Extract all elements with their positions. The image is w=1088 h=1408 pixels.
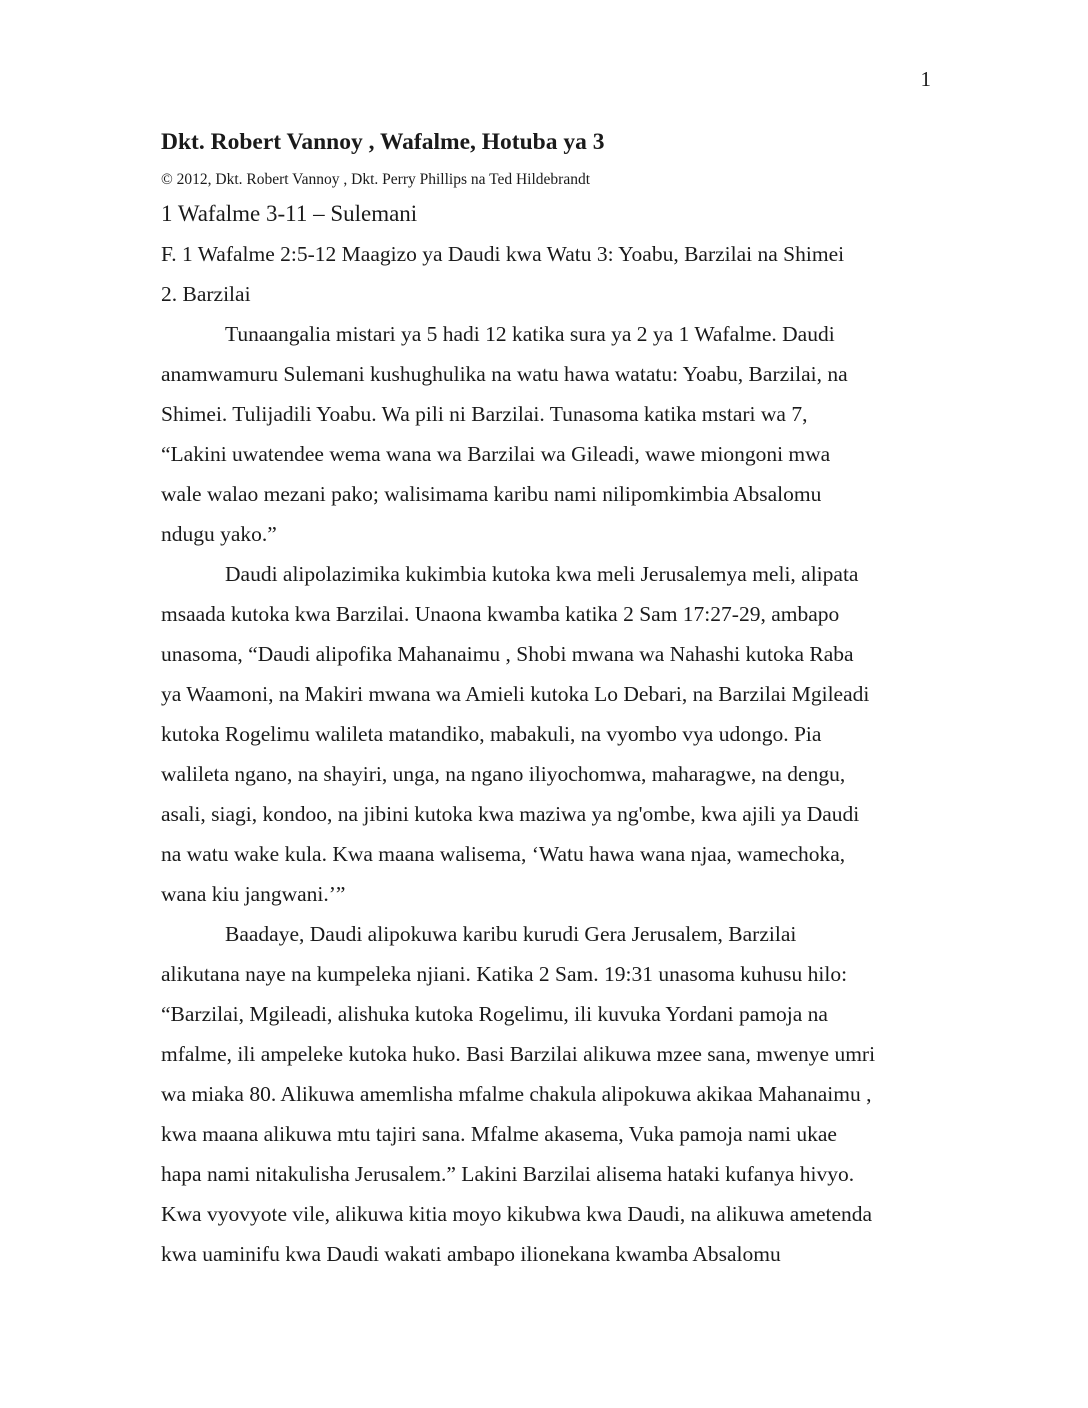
paragraph-line: wa miaka 80. Alikuwa amemlisha mfalme chakula alipokuwa akikaa Mahanaimu ,: [161, 1082, 872, 1106]
paragraph-line: wana kiu jangwani.’”: [161, 882, 346, 906]
paragraph-line: Shimei. Tulijadili Yoabu. Wa pili ni Barzilai. Tunasoma katika mstari wa 7,: [161, 402, 808, 426]
paragraph-line: Baadaye, Daudi alipokuwa karibu kurudi Gera Jerusalem, Barzilai: [225, 922, 797, 946]
paragraph-line: unasoma, “Daudi alipofika Mahanaimu , Shobi mwana wa Nahashi kutoka Raba: [161, 642, 854, 666]
paragraph-line: msaada kutoka kwa Barzilai. Unaona kwamba katika 2 Sam 17:27-29, ambapo: [161, 602, 840, 626]
paragraph-line: kutoka Rogelimu walileta matandiko, mabakuli, na vyombo vya udongo. Pia: [161, 722, 822, 746]
paragraph-line: Tunaangalia mistari ya 5 hadi 12 katika sura ya 2 ya 1 Wafalme. Daudi: [225, 322, 835, 346]
paragraph-line: ndugu yako.”: [161, 522, 277, 546]
section-heading: F. 1 Wafalme 2:5-12 Maagizo ya Daudi kwa Watu 3: Yoabu, Barzilai na Shimei: [161, 242, 845, 266]
paragraph-line: kwa maana alikuwa mtu tajiri sana. Mfalme akasema, Vuka pamoja nami ukae: [161, 1122, 837, 1146]
paragraph-line: ya Waamoni, na Makiri mwana wa Amieli kutoka Lo Debari, na Barzilai Mgileadi: [161, 682, 870, 706]
copyright-notice: © 2012, Dkt. Robert Vannoy , Dkt. Perry Phillips na Ted Hildebrandt: [161, 171, 591, 188]
paragraph-3: [161, 914, 929, 1274]
paragraph-line: hapa nami nitakulisha Jerusalem.” Lakini Barzilai alisema hataki kufanya hivyo.: [161, 1162, 855, 1186]
paragraph-line: Kwa vyovyote vile, alikuwa kitia moyo kikubwa kwa Daudi, na alikuwa ametenda: [161, 1202, 873, 1226]
paragraph-line: “Barzilai, Mgileadi, alishuka kutoka Rogelimu, ili kuvuka Yordani pamoja na: [161, 1002, 828, 1026]
paragraph-line: “Lakini uwatendee wema wana wa Barzilai wa Gileadi, wawe miongoni mwa: [161, 442, 831, 466]
lecture-subtitle: 1 Wafalme 3-11 – Sulemani: [161, 201, 418, 226]
subsection-heading: 2. Barzilai: [161, 282, 251, 306]
paragraph-line: Daudi alipolazimika kukimbia kutoka kwa meli Jerusalemya meli, alipata: [225, 562, 859, 586]
paragraph-1: [161, 314, 929, 554]
document-title: Dkt. Robert Vannoy , Wafalme, Hotuba ya 3: [161, 129, 605, 155]
page-number: 1: [920, 67, 931, 91]
paragraph-line: anamwamuru Sulemani kushughulika na watu hawa watatu: Yoabu, Barzilai, na: [161, 362, 848, 386]
paragraph-line: alikutana naye na kumpeleka njiani. Katika 2 Sam. 19:31 unasoma kuhusu hilo:: [161, 962, 848, 986]
paragraph-line: kwa uaminifu kwa Daudi wakati ambapo ilionekana kwamba Absalomu: [161, 1242, 781, 1266]
paragraph-line: asali, siagi, kondoo, na jibini kutoka kwa maziwa ya ng'ombe, kwa ajili ya Daudi: [161, 802, 860, 826]
paragraph-line: wale walao mezani pako; walisimama karibu nami nilipomkimbia Absalomu: [161, 482, 822, 506]
paragraph-2: [161, 554, 929, 914]
paragraph-line: walileta ngano, na shayiri, unga, na ngano iliyochomwa, maharagwe, na dengu,: [161, 762, 846, 786]
paragraph-line: mfalme, ili ampeleke kutoka huko. Basi Barzilai alikuwa mzee sana, mwenye umri: [161, 1042, 876, 1066]
document-body: [161, 126, 929, 1274]
paragraph-line: na watu wake kula. Kwa maana walisema, ‘Watu hawa wana njaa, wamechoka,: [161, 842, 846, 866]
